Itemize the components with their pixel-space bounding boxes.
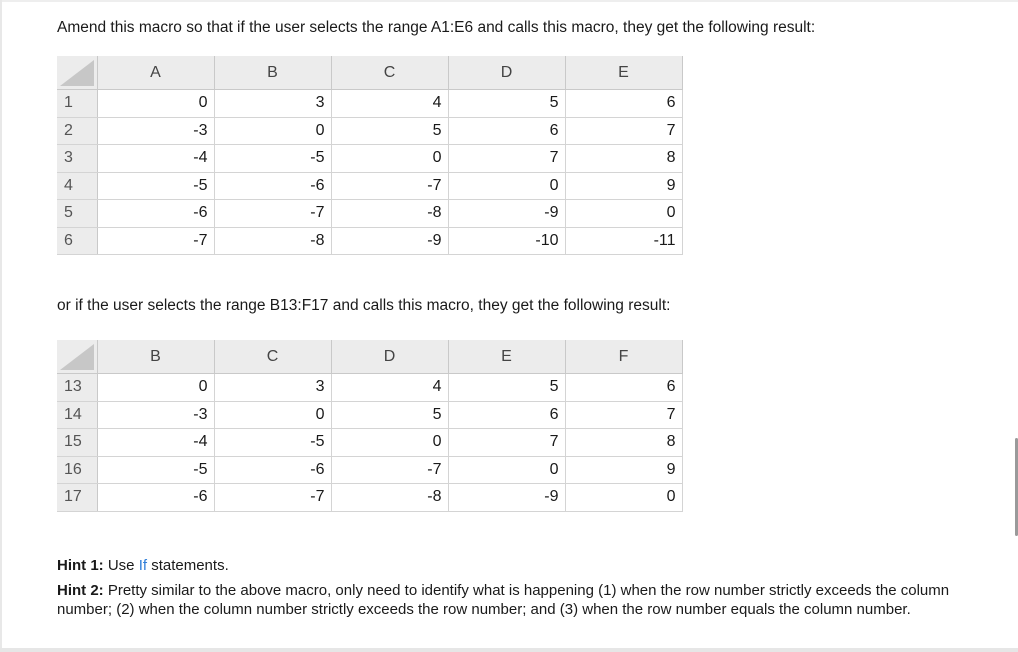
hint-1: [57, 556, 957, 575]
cell[interactable]: -5: [97, 172, 214, 200]
table-row: [57, 90, 682, 118]
column-header[interactable]: D: [448, 56, 565, 90]
hint-1-text-before: Use: [103, 557, 139, 574]
hint-2: [57, 581, 957, 619]
cell[interactable]: 0: [214, 117, 331, 145]
column-header[interactable]: F: [565, 340, 682, 374]
cell[interactable]: 5: [331, 117, 448, 145]
table-row: [57, 484, 682, 512]
cell[interactable]: 0: [97, 374, 214, 402]
cell[interactable]: 5: [448, 90, 565, 118]
hint-2-label: Hint 2:: [57, 582, 104, 599]
cell[interactable]: 4: [331, 90, 448, 118]
cell[interactable]: 0: [448, 172, 565, 200]
cell[interactable]: -4: [97, 145, 214, 173]
select-all-corner[interactable]: [57, 56, 97, 90]
row-header[interactable]: 4: [57, 172, 97, 200]
select-all-triangle-icon: [60, 60, 94, 86]
column-header[interactable]: D: [331, 340, 448, 374]
cell[interactable]: -8: [331, 484, 448, 512]
table-row: [57, 374, 682, 402]
cell[interactable]: -4: [97, 429, 214, 457]
cell[interactable]: -5: [97, 456, 214, 484]
hint-1-text-after: statements.: [147, 557, 229, 574]
cell[interactable]: -6: [214, 172, 331, 200]
cell[interactable]: 0: [565, 484, 682, 512]
column-header[interactable]: B: [214, 56, 331, 90]
cell[interactable]: -8: [331, 200, 448, 228]
cell[interactable]: 6: [448, 401, 565, 429]
cell[interactable]: 8: [565, 145, 682, 173]
row-header[interactable]: 1: [57, 90, 97, 118]
column-header[interactable]: A: [97, 56, 214, 90]
cell[interactable]: -9: [448, 200, 565, 228]
row-header[interactable]: 3: [57, 145, 97, 173]
table-row: [57, 456, 682, 484]
column-header[interactable]: C: [214, 340, 331, 374]
cell[interactable]: -11: [565, 227, 682, 255]
spreadsheet-a1-e6: [57, 56, 683, 255]
cell[interactable]: -7: [331, 172, 448, 200]
row-header[interactable]: 5: [57, 200, 97, 228]
table-row: [57, 401, 682, 429]
cell[interactable]: 0: [565, 200, 682, 228]
cell[interactable]: 7: [448, 145, 565, 173]
cell[interactable]: 0: [214, 401, 331, 429]
cell[interactable]: -6: [214, 456, 331, 484]
column-header[interactable]: B: [97, 340, 214, 374]
cell[interactable]: -9: [331, 227, 448, 255]
cell[interactable]: 3: [214, 374, 331, 402]
cell[interactable]: -6: [97, 484, 214, 512]
frame-bottom-border: [0, 648, 1018, 652]
cell[interactable]: -7: [214, 200, 331, 228]
cell[interactable]: -7: [214, 484, 331, 512]
hint-2-text: Pretty similar to the above macro, only need to identify what is happening (1) when the row number strictly exceeds the column number; (2) when the column number strictly exceeds the row number; and (3) when the row number equals the column number.: [57, 582, 950, 618]
column-header-row: [57, 56, 682, 90]
cell[interactable]: 7: [448, 429, 565, 457]
cell[interactable]: -3: [97, 401, 214, 429]
cell[interactable]: -7: [331, 456, 448, 484]
row-header[interactable]: 14: [57, 401, 97, 429]
cell[interactable]: 3: [214, 90, 331, 118]
frame-top-border: [0, 0, 1018, 2]
cell[interactable]: 8: [565, 429, 682, 457]
hint-1-label: Hint 1:: [57, 557, 104, 574]
table-row: [57, 117, 682, 145]
row-header[interactable]: 6: [57, 227, 97, 255]
table-row: [57, 145, 682, 173]
row-header[interactable]: 2: [57, 117, 97, 145]
cell[interactable]: -5: [214, 145, 331, 173]
table-row: [57, 227, 682, 255]
column-header[interactable]: C: [331, 56, 448, 90]
column-header[interactable]: E: [448, 340, 565, 374]
cell[interactable]: 4: [331, 374, 448, 402]
cell[interactable]: 6: [448, 117, 565, 145]
cell[interactable]: 7: [565, 117, 682, 145]
spreadsheet-b13-f17: [57, 340, 683, 512]
table-row: [57, 429, 682, 457]
cell[interactable]: -6: [97, 200, 214, 228]
row-header[interactable]: 17: [57, 484, 97, 512]
cell[interactable]: 0: [448, 456, 565, 484]
cell[interactable]: 9: [565, 456, 682, 484]
table-row: [57, 200, 682, 228]
cell[interactable]: 6: [565, 374, 682, 402]
frame-left-border: [0, 0, 2, 652]
row-header[interactable]: 16: [57, 456, 97, 484]
cell[interactable]: 9: [565, 172, 682, 200]
select-all-triangle-icon: [60, 344, 94, 370]
hint-1-keyword: If: [138, 557, 148, 574]
select-all-corner[interactable]: [57, 340, 97, 374]
column-header[interactable]: E: [565, 56, 682, 90]
cell[interactable]: -5: [214, 429, 331, 457]
table-row: [57, 172, 682, 200]
cell[interactable]: 7: [565, 401, 682, 429]
cell[interactable]: 6: [565, 90, 682, 118]
middle-paragraph: or if the user selects the range B13:F17 and calls this macro, they get the following result:: [57, 297, 671, 314]
column-header-row: [57, 340, 682, 374]
cell[interactable]: -10: [448, 227, 565, 255]
cell[interactable]: 0: [97, 90, 214, 118]
cell[interactable]: -3: [97, 117, 214, 145]
cell[interactable]: -9: [448, 484, 565, 512]
cell[interactable]: -7: [97, 227, 214, 255]
cell[interactable]: 0: [331, 145, 448, 173]
cell[interactable]: 0: [331, 429, 448, 457]
cell[interactable]: -8: [214, 227, 331, 255]
cell[interactable]: 5: [448, 374, 565, 402]
cell[interactable]: 5: [331, 401, 448, 429]
intro-paragraph: Amend this macro so that if the user selects the range A1:E6 and calls this macro, they get the following result:: [57, 19, 816, 36]
row-header[interactable]: 13: [57, 374, 97, 402]
row-header[interactable]: 15: [57, 429, 97, 457]
